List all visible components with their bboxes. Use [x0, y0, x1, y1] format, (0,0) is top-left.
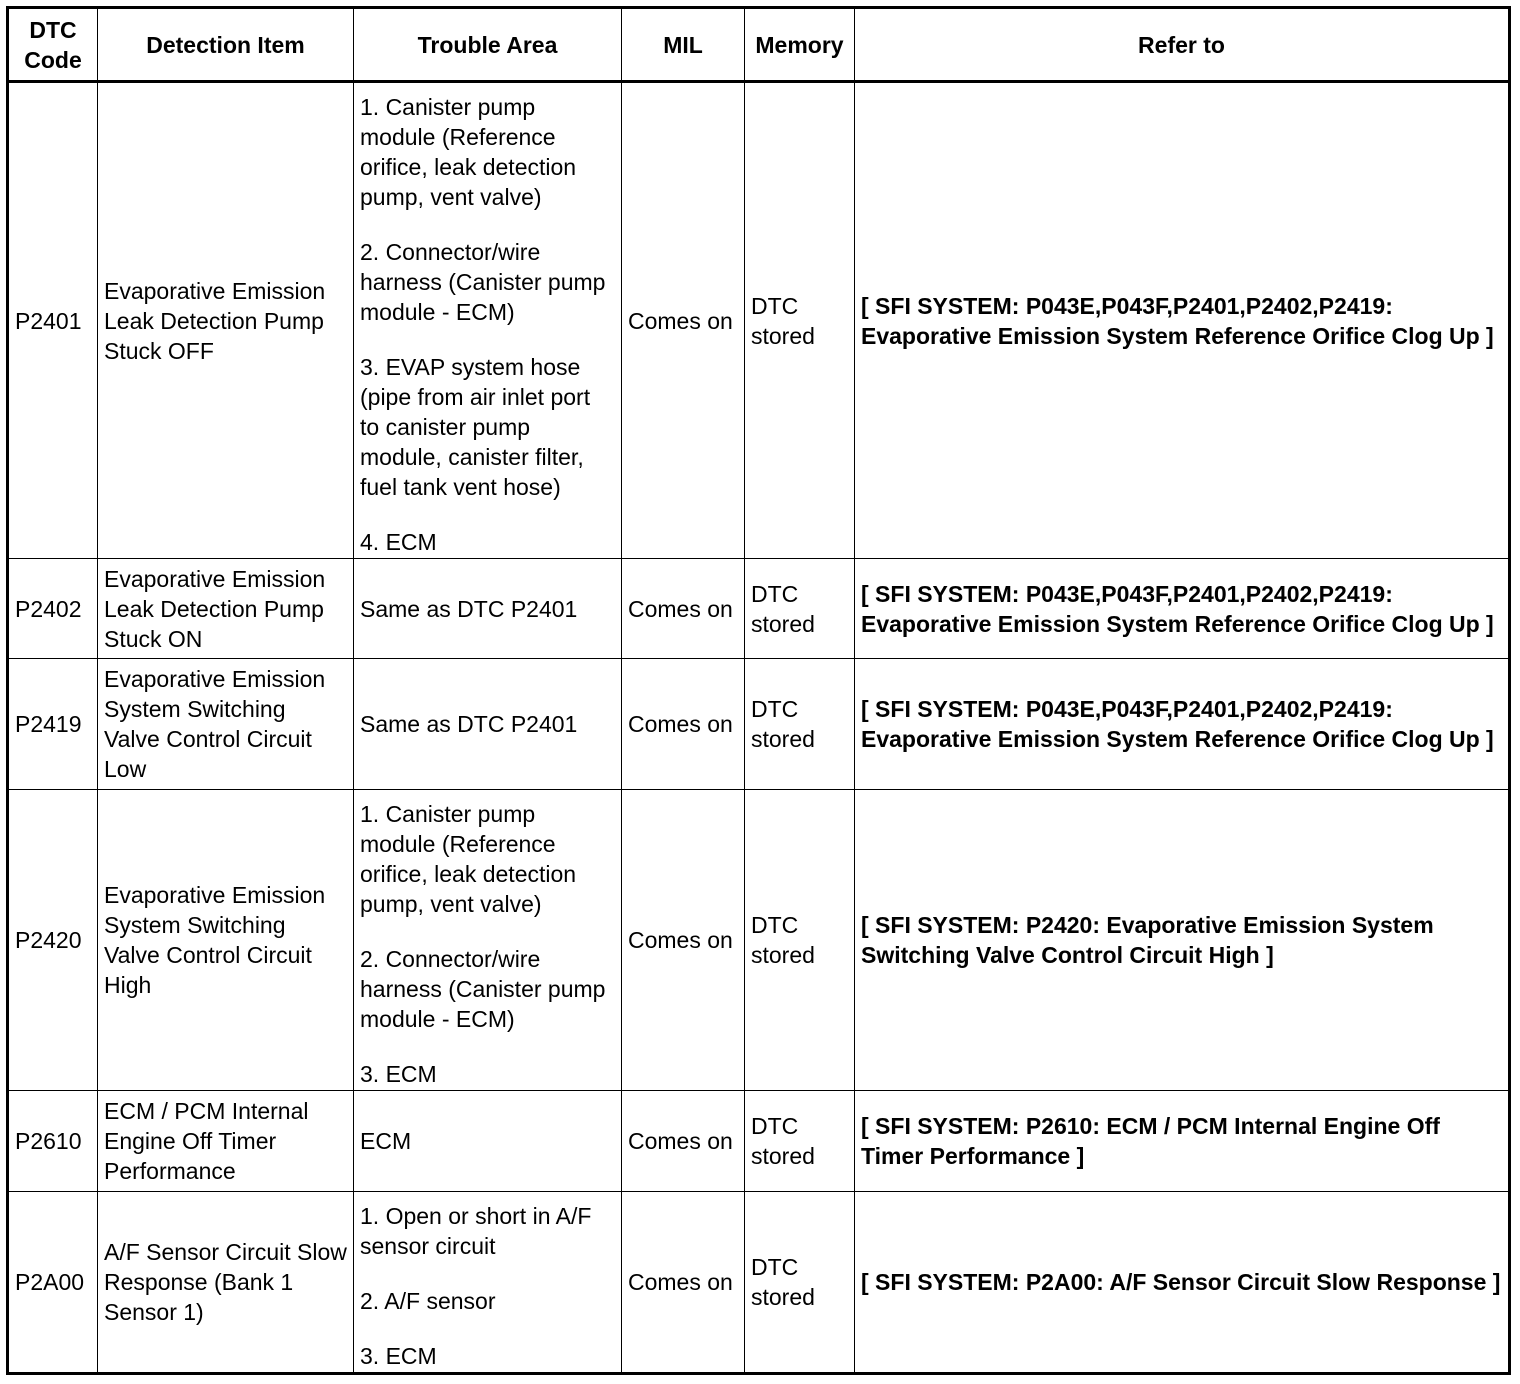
dtc-code-cell: P2610: [8, 1091, 98, 1192]
trouble-area-item: Same as DTC P2401: [360, 595, 578, 622]
refer-to-link[interactable]: [ SFI SYSTEM: P043E,P043F,P2401,P2402,P2419: Evaporative Emission System Reference Orifice Clog Up ]: [855, 82, 1510, 559]
detection-item-cell: A/F Sensor Circuit Slow Response (Bank 1 Sensor 1): [98, 1192, 354, 1374]
header-trouble-area: Trouble Area: [354, 8, 622, 82]
detection-item-cell: Evaporative Emission System Switching Valve Control Circuit High: [98, 790, 354, 1091]
trouble-area-item: 4. ECM: [360, 529, 437, 555]
dtc-code-cell: P2A00: [8, 1192, 98, 1374]
header-row: [8, 8, 1510, 82]
memory-cell: DTC stored: [745, 1192, 855, 1374]
refer-to-link[interactable]: [ SFI SYSTEM: P2420: Evaporative Emission System Switching Valve Control Circuit High ]: [855, 790, 1510, 1091]
table-row: [8, 1192, 1510, 1374]
trouble-area-cell: [354, 1091, 622, 1192]
trouble-area-item: 2. Connector/wire harness (Canister pump module - ECM): [360, 239, 606, 325]
trouble-area-cell: [354, 659, 622, 790]
table-row: [8, 790, 1510, 1091]
trouble-area-item: 3. EVAP system hose (pipe from air inlet port to canister pump module, canister filter, fuel tank vent hose): [360, 354, 591, 500]
refer-to-link[interactable]: [ SFI SYSTEM: P043E,P043F,P2401,P2402,P2419: Evaporative Emission System Reference Orifice Clog Up ]: [855, 659, 1510, 790]
memory-cell: DTC stored: [745, 790, 855, 1091]
trouble-area-item: 3. ECM: [360, 1061, 437, 1087]
detection-item-cell: Evaporative Emission Leak Detection Pump Stuck OFF: [98, 82, 354, 559]
memory-cell: DTC stored: [745, 559, 855, 659]
header-mil: MIL: [622, 8, 745, 82]
trouble-area-item: 2. A/F sensor: [360, 1288, 496, 1314]
header-dtc-code: DTC Code: [8, 8, 98, 82]
trouble-area-cell: [354, 82, 622, 559]
header-refer-to: Refer to: [855, 8, 1510, 82]
trouble-area-cell: [354, 1192, 622, 1374]
dtc-code-cell: P2419: [8, 659, 98, 790]
dtc-code-cell: P2402: [8, 559, 98, 659]
refer-to-link[interactable]: [ SFI SYSTEM: P2A00: A/F Sensor Circuit Slow Response ]: [855, 1192, 1510, 1374]
trouble-area-item: 1. Canister pump module (Reference orifice, leak detection pump, vent valve): [360, 801, 577, 917]
detection-item-cell: ECM / PCM Internal Engine Off Timer Performance: [98, 1091, 354, 1192]
trouble-area-item: 1. Canister pump module (Reference orifice, leak detection pump, vent valve): [360, 94, 577, 210]
mil-cell: Comes on: [622, 790, 745, 1091]
detection-item-cell: Evaporative Emission Leak Detection Pump Stuck ON: [98, 559, 354, 659]
table-row: [8, 659, 1510, 790]
detection-item-cell: Evaporative Emission System Switching Valve Control Circuit Low: [98, 659, 354, 790]
trouble-area-item: 3. ECM: [360, 1343, 437, 1369]
mil-cell: Comes on: [622, 659, 745, 790]
trouble-area-cell: [354, 559, 622, 659]
trouble-area-cell: [354, 790, 622, 1091]
trouble-area-item: 1. Open or short in A/F sensor circuit: [360, 1203, 592, 1259]
trouble-area-item: ECM: [360, 1128, 412, 1154]
dtc-code-cell: P2401: [8, 82, 98, 559]
refer-to-link[interactable]: [ SFI SYSTEM: P2610: ECM / PCM Internal Engine Off Timer Performance ]: [855, 1091, 1510, 1192]
mil-cell: Comes on: [622, 1091, 745, 1192]
memory-cell: DTC stored: [745, 659, 855, 790]
dtc-table: [6, 6, 1511, 1375]
table-row: [8, 559, 1510, 659]
trouble-area-item: Same as DTC P2401: [360, 711, 578, 737]
header-detection-item: Detection Item: [98, 8, 354, 82]
table-row: [8, 82, 1510, 559]
refer-to-link[interactable]: [ SFI SYSTEM: P043E,P043F,P2401,P2402,P2419: Evaporative Emission System Reference Orifice Clog Up ]: [855, 559, 1510, 659]
memory-cell: DTC stored: [745, 1091, 855, 1192]
header-memory: Memory: [745, 8, 855, 82]
dtc-code-cell: P2420: [8, 790, 98, 1091]
trouble-area-item: 2. Connector/wire harness (Canister pump module - ECM): [360, 946, 606, 1032]
mil-cell: Comes on: [622, 1192, 745, 1374]
mil-cell: Comes on: [622, 559, 745, 659]
table-row: [8, 1091, 1510, 1192]
mil-cell: Comes on: [622, 82, 745, 559]
memory-cell: DTC stored: [745, 82, 855, 559]
